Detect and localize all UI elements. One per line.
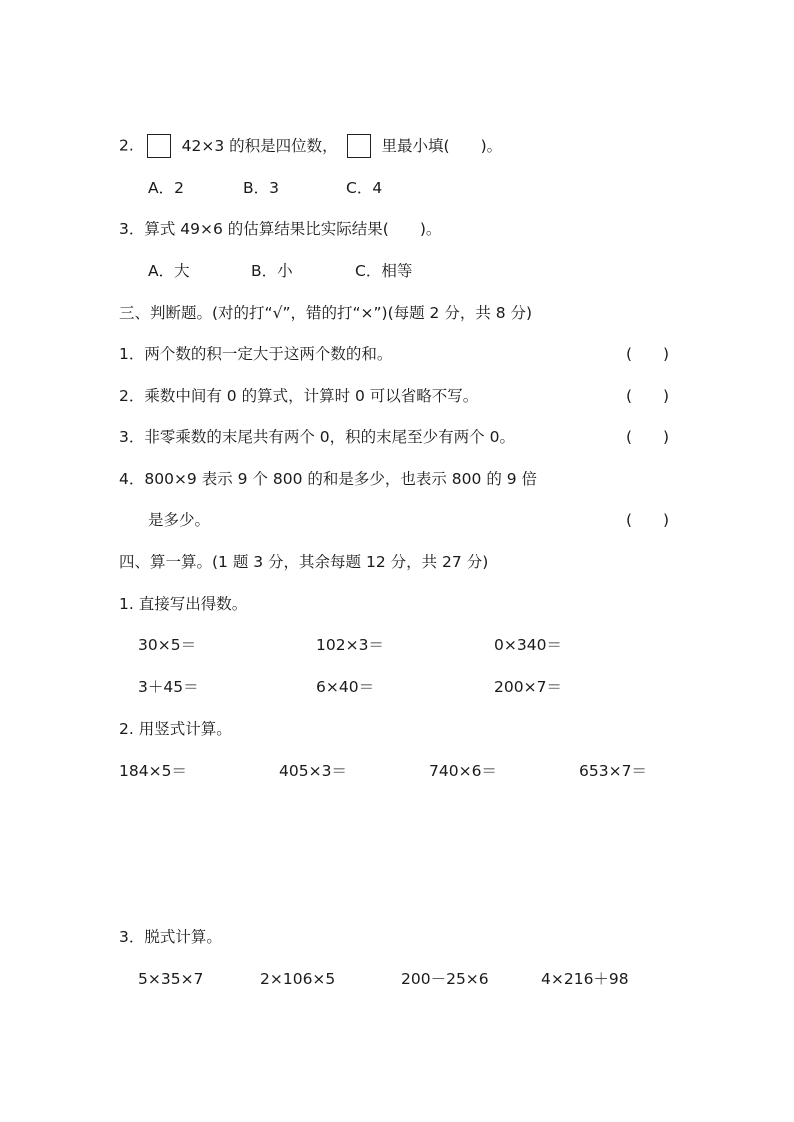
q3-text: 3．算式 49×6 的估算结果比实际结果( )。: [119, 220, 442, 238]
q3-option-c[interactable]: C．相等: [355, 262, 413, 280]
part2-title: 2. 用竖式计算。: [119, 720, 232, 738]
part1-title: 1. 直接写出得数。: [119, 595, 248, 613]
judge-item-3: 3．非零乘数的末尾共有两个 0，积的末尾至少有两个 0。: [119, 428, 515, 446]
q2-option-a[interactable]: A．2: [148, 179, 184, 197]
judge-item-1: 1．两个数的积一定大于这两个数的和。: [119, 345, 393, 363]
judge-item-4: 4．800×9 表示 9 个 800 的和是多少，也表示 800 的 9 倍: [119, 470, 538, 488]
vertical-calc-item: 184×5＝: [119, 762, 187, 780]
section4-title: 四、算一算。(1 题 3 分，其余每题 12 分，共 27 分): [119, 553, 489, 571]
stepwise-calc-item: 5×35×7: [138, 970, 204, 988]
q2-mid-text: 42×3 的积是四位数，: [181, 136, 338, 155]
stepwise-calc-item: 200－25×6: [401, 970, 489, 988]
vertical-calc-item: 653×7＝: [579, 762, 647, 780]
vertical-calc-item: 405×3＝: [279, 762, 347, 780]
q2-end-text: 里最小填( )。: [381, 136, 503, 155]
judge-answer-2[interactable]: ( ): [626, 387, 670, 405]
judge-answer-3[interactable]: ( ): [626, 428, 670, 446]
q3-option-b[interactable]: B．小: [251, 262, 293, 280]
judge-answer-1[interactable]: ( ): [626, 345, 670, 363]
oral-calc-item: 200×7＝: [494, 678, 562, 696]
oral-calc-item: 102×3＝: [316, 636, 384, 654]
oral-calc-item: 0×340＝: [494, 636, 562, 654]
oral-calc-item: 30×5＝: [138, 636, 197, 654]
judge-item-4-cont: 是多少。: [148, 511, 211, 529]
q2-number: 2.: [119, 136, 134, 155]
judge-answer-4[interactable]: ( ): [626, 511, 670, 529]
oral-calc-item: 3＋45＝: [138, 678, 199, 696]
answer-box[interactable]: [147, 134, 171, 158]
stepwise-calc-item: 2×106×5: [260, 970, 336, 988]
q2-option-b[interactable]: B．3: [243, 179, 279, 197]
section3-title: 三、判断题。(对的打“√”，错的打“×”)(每题 2 分，共 8 分): [119, 304, 533, 322]
vertical-calc-item: 740×6＝: [429, 762, 497, 780]
q2-line: [119, 134, 502, 158]
stepwise-calc-item: 4×216＋98: [541, 970, 629, 988]
q2-option-c[interactable]: C．4: [346, 179, 383, 197]
part3-title: 3．脱式计算。: [119, 928, 222, 946]
q3-option-a[interactable]: A．大: [148, 262, 190, 280]
oral-calc-item: 6×40＝: [316, 678, 375, 696]
answer-box[interactable]: [347, 134, 371, 158]
judge-item-2: 2．乘数中间有 0 的算式，计算时 0 可以省略不写。: [119, 387, 479, 405]
